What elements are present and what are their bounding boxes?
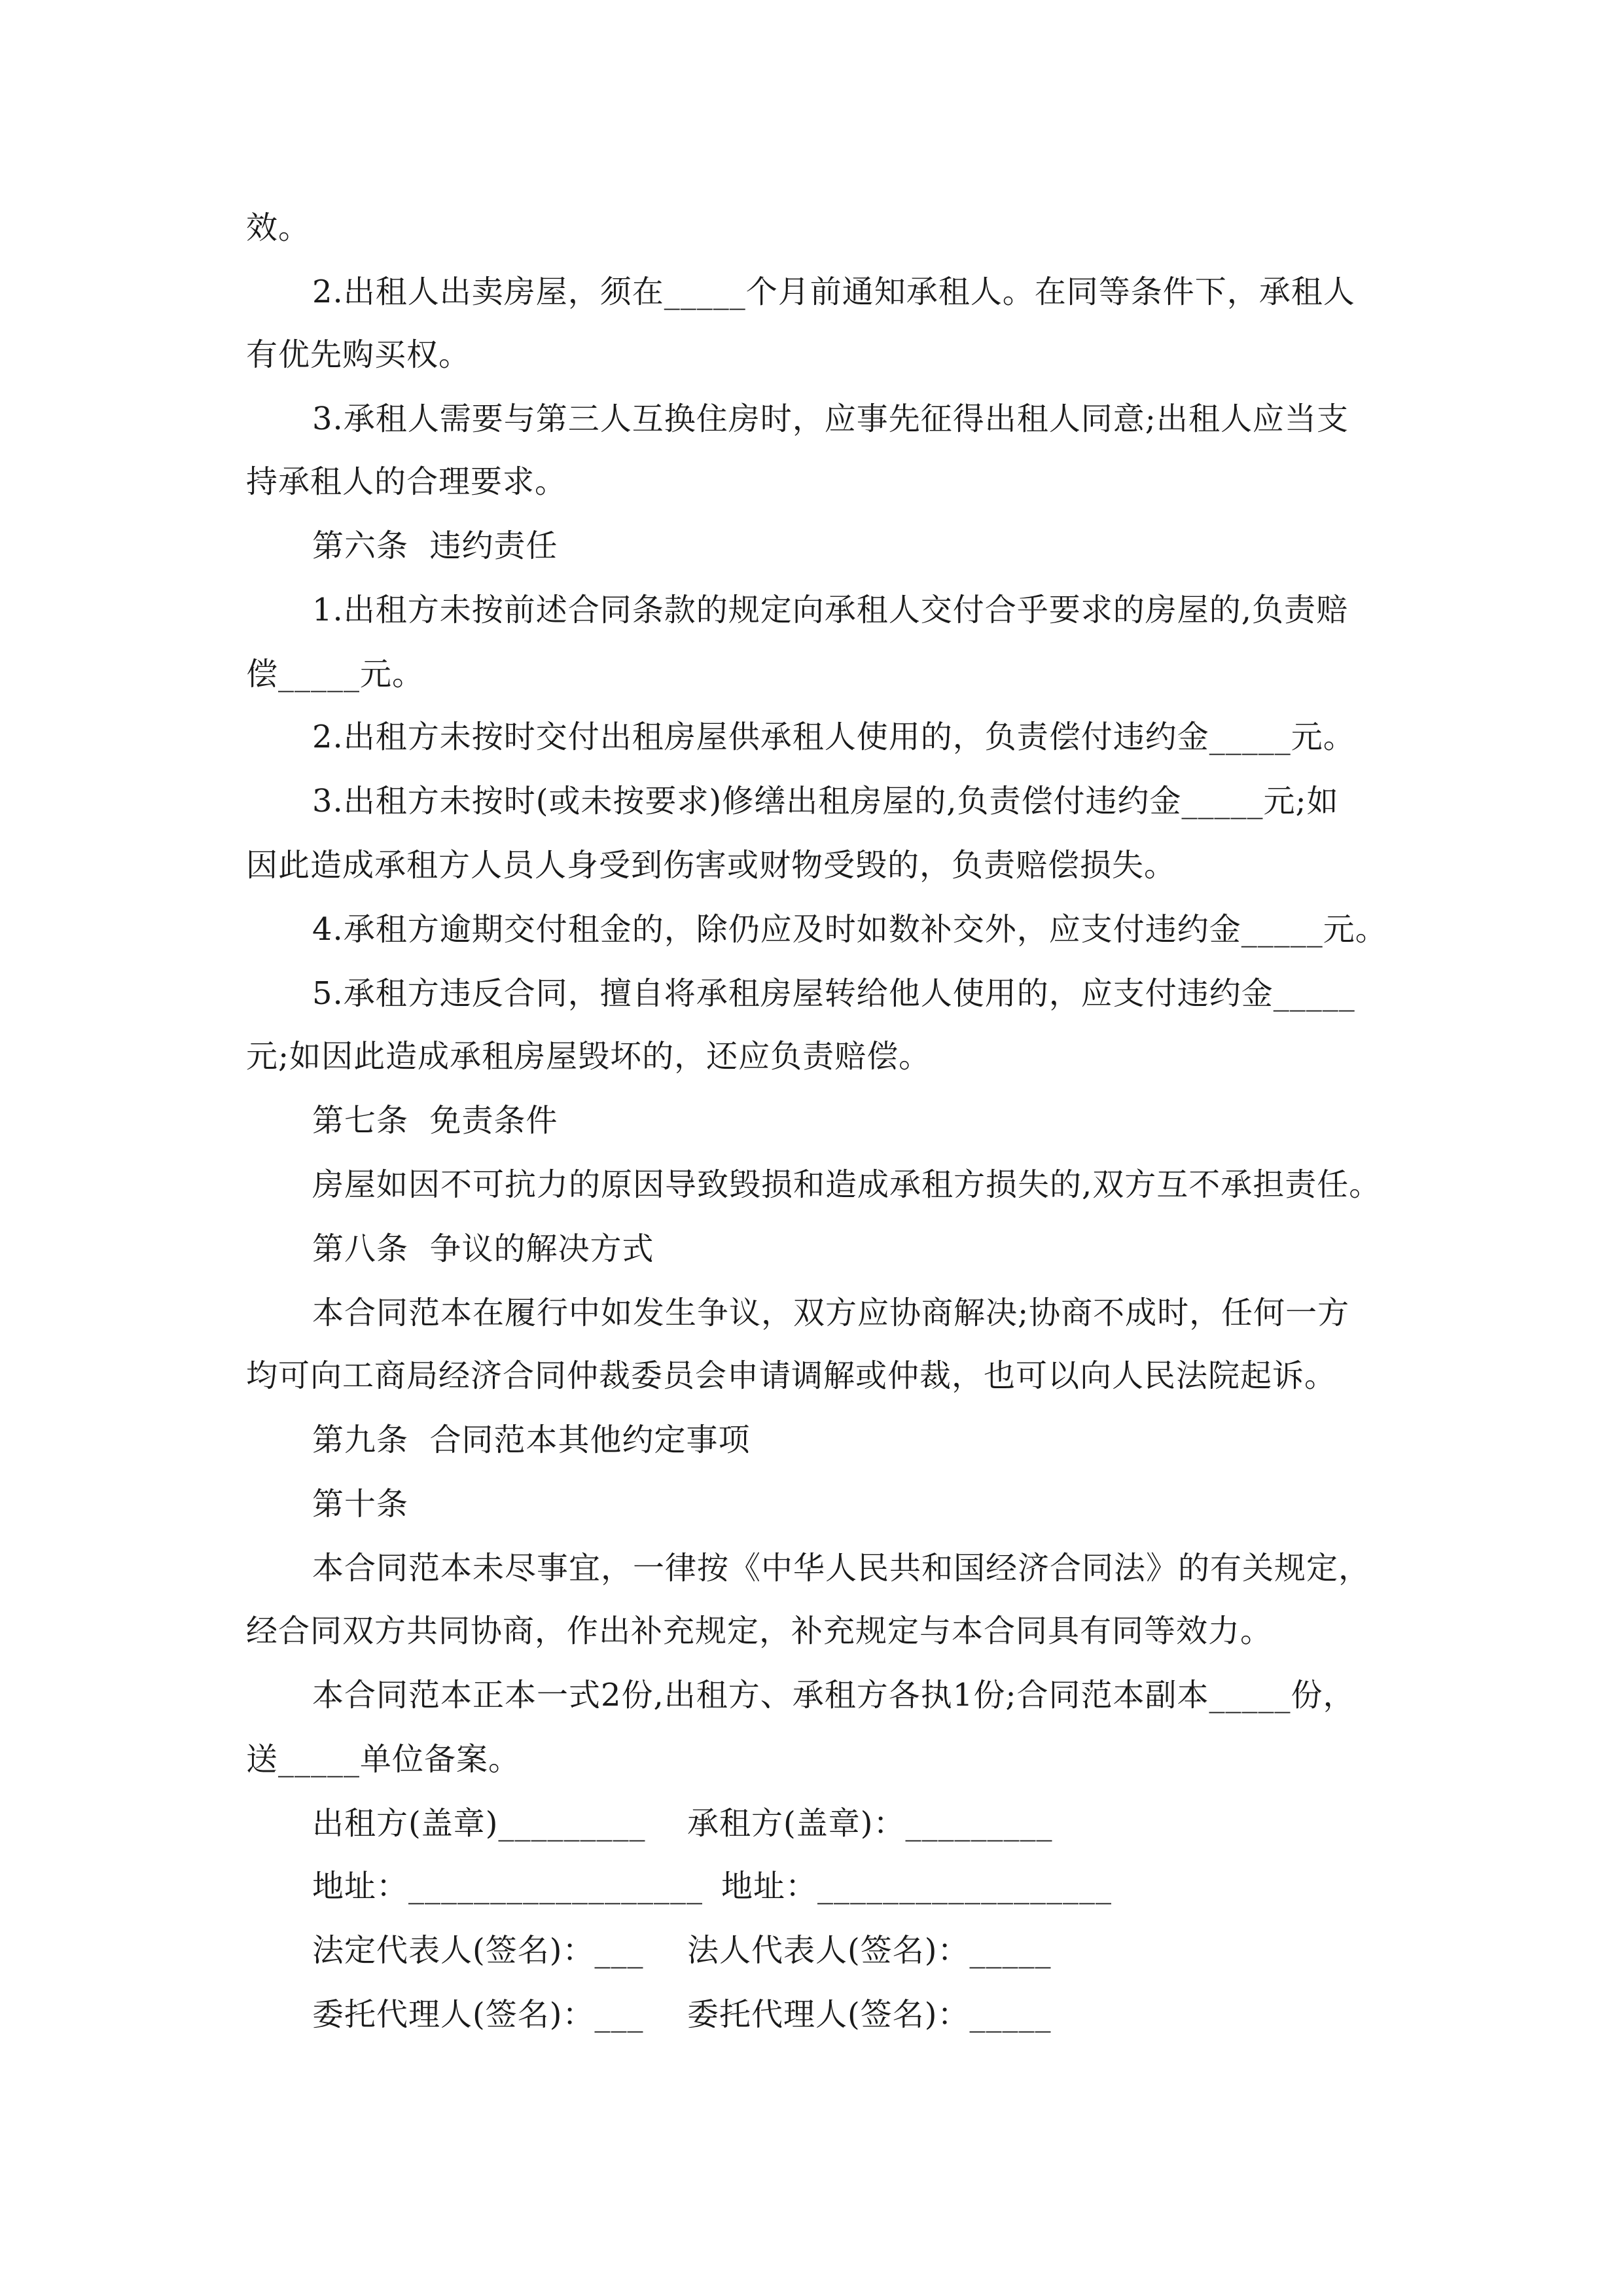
article-heading: 第八条 争议的解决方式 — [312, 1230, 654, 1267]
lessee-seal-field: 承租方(盖章)：_________ — [687, 1805, 1053, 1842]
lessee-rep-field: 法人代表人(签名)：_____ — [687, 1932, 1052, 1969]
article-heading: 第十条 — [312, 1486, 409, 1522]
article-heading: 第九条 合同范本其他约定事项 — [312, 1422, 751, 1458]
text-line: 3.承租人需要与第三人互换住房时，应事先征得出租人同意;出租人应当支 — [312, 401, 1349, 437]
article-heading: 第七条 免责条件 — [312, 1102, 558, 1139]
lessee-address-field: 地址：__________________ — [721, 1868, 1113, 1905]
text-line: 持承租人的合理要求。 — [246, 463, 567, 500]
text-line: 有优先购买权。 — [246, 336, 471, 373]
text-line: 偿_____元。 — [246, 656, 425, 692]
lessor-agent-field: 委托代理人(签名)：___ — [312, 1996, 644, 2033]
text-line: 本合同范本在履行中如发生争议，双方应协商解决;协商不成时，任何一方 — [312, 1295, 1350, 1331]
lessor-address-field: 地址：__________________ — [312, 1868, 704, 1905]
text-line: 5.承租方违反合同，擅自将承租房屋转给他人使用的，应支付违约金_____ — [312, 975, 1355, 1012]
text-line: 经合同双方共同协商，作出补充规定，补充规定与本合同具有同等效力。 — [246, 1613, 1273, 1649]
text-line: 均可向工商局经济合同仲裁委员会申请调解或仲裁，也可以向人民法院起诉。 — [246, 1357, 1337, 1394]
article-heading: 第六条 违约责任 — [312, 528, 558, 564]
text-line: 1.出租方未按前述合同条款的规定向承租人交付合乎要求的房屋的,负责赔 — [312, 592, 1349, 628]
text-line: 本合同范本未尽事宜，一律按《中华人民共和国经济合同法》的有关规定， — [312, 1550, 1371, 1587]
text-line: 4.承租方逾期交付租金的，除仍应及时如数补交外，应支付违约金_____元。 — [312, 911, 1387, 948]
lessor-seal-field: 出租方(盖章)_________ — [312, 1805, 646, 1842]
text-line: 送_____单位备案。 — [246, 1741, 521, 1778]
text-line: 因此造成承租方人员人身受到伤害或财物受毁的，负责赔偿损失。 — [246, 847, 1177, 884]
text-line: 房屋如因不可抗力的原因导致毁损和造成承租方损失的,双方互不承担责任。 — [312, 1166, 1382, 1203]
text-line: 本合同范本正本一式2份,出租方、承租方各执1份;合同范本副本_____份， — [312, 1677, 1355, 1713]
text-line: 2.出租人出卖房屋，须在_____个月前通知承租人。在同等条件下，承租人 — [312, 274, 1355, 310]
text-line: 2.出租方未按时交付出租房屋供承租人使用的，负责偿付违约金_____元。 — [312, 719, 1355, 755]
text-line: 3.出租方未按时(或未按要求)修缮出租房屋的,负责偿付违约金_____元;如 — [312, 783, 1339, 819]
text-line: 元;如因此造成承租房屋毁坏的，还应负责赔偿。 — [246, 1038, 931, 1075]
lessee-agent-field: 委托代理人(签名)：_____ — [687, 1996, 1052, 2033]
text-line: 效。 — [246, 209, 311, 246]
lessor-rep-field: 法定代表人(签名)：___ — [312, 1932, 644, 1969]
